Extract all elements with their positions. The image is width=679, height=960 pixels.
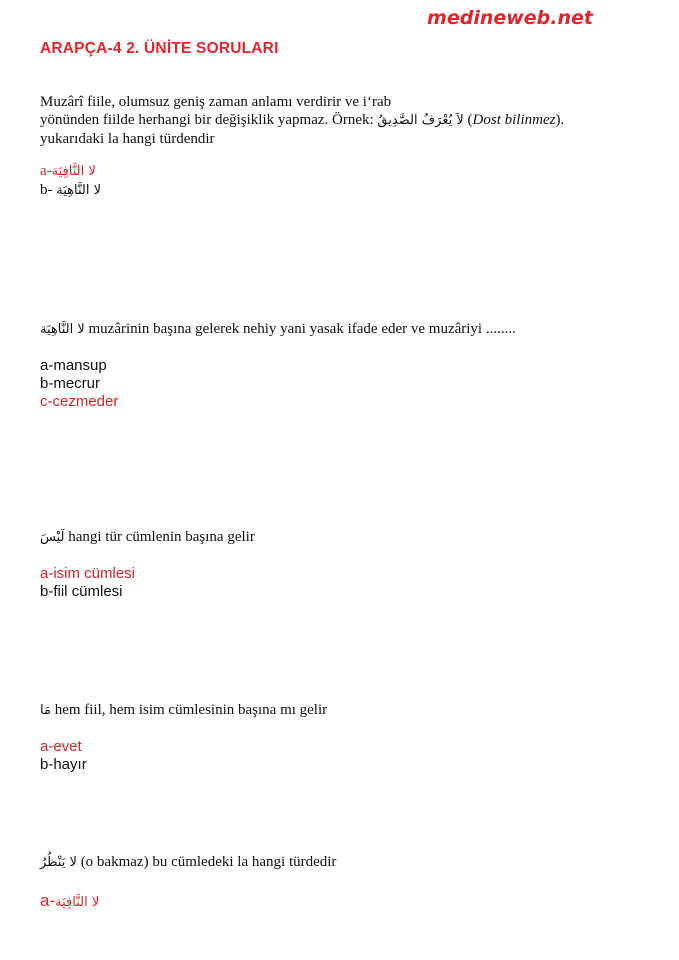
q1-option-a[interactable] xyxy=(40,162,650,181)
q3-text xyxy=(40,528,650,547)
q1-options xyxy=(40,162,650,200)
q3-options xyxy=(40,565,650,601)
q5-options xyxy=(40,892,650,912)
q1-option-a-arabic: لا النَّافِيَة xyxy=(51,164,96,179)
q2-option-a[interactable]: a-mansup xyxy=(40,357,107,374)
q2-text xyxy=(40,320,650,339)
q2-option-b[interactable]: b-mecrur xyxy=(40,375,101,392)
q2-options xyxy=(40,357,650,411)
q4-arabic: مَا xyxy=(40,703,51,718)
q5-text xyxy=(40,853,650,872)
question-2 xyxy=(40,320,650,411)
q4-options xyxy=(40,738,650,774)
q1-line1: Muzârî fiile, olumsuz geniş zaman anlamı verdirir ve i‘rab xyxy=(40,94,392,110)
q3-body: hangi tür cümlenin başına gelir xyxy=(64,529,255,545)
question-4 xyxy=(40,701,650,774)
site-watermark: medineweb.net xyxy=(427,7,593,29)
question-1 xyxy=(40,93,650,200)
q1-option-b[interactable] xyxy=(40,181,650,200)
q1-paren-close: ). xyxy=(555,112,565,128)
q5-arabic: لا يَنْظُرُ xyxy=(40,855,77,870)
q3-option-b[interactable]: b-fiil cümlesi xyxy=(40,583,123,600)
q4-body: hem fiil, hem isim cümlesinin başına mı gelir xyxy=(50,702,328,718)
q2-option-c[interactable]: c-cezmeder xyxy=(40,393,119,410)
question-3 xyxy=(40,528,650,601)
q1-line2-text: yönünden fiilde herhangi bir değişiklik yapmaz. Örnek: xyxy=(40,112,378,128)
q1-paren-open: ( xyxy=(463,112,473,128)
q5-option-a-prefix: a- xyxy=(40,891,56,910)
q1-option-a-prefix: a- xyxy=(40,163,52,179)
page-title: ARAPÇA-4 2. ÜNİTE SORULARI xyxy=(40,40,279,57)
q1-line3: yukarıdaki la hangi türdendir xyxy=(40,131,215,147)
q2-body: muzârinin başına gelerek nehiy yani yasak ifade eder ve muzâriyi ........ xyxy=(84,321,516,337)
q4-text xyxy=(40,701,650,720)
q5-option-a[interactable] xyxy=(40,892,650,912)
q1-example-translation: Dost bilinmez xyxy=(472,112,556,128)
q5-body: (o bakmaz) bu cümledeki la hangi türdedir xyxy=(76,854,337,870)
q4-option-a[interactable]: a-evet xyxy=(40,738,82,755)
q5-option-a-arabic: لا النَّافِيَة xyxy=(55,895,100,910)
q3-arabic: لَيْسَ xyxy=(40,530,65,545)
q1-option-b-arabic: لا النَّاهِيَة xyxy=(56,183,102,198)
q1-option-b-prefix: b- xyxy=(40,182,57,198)
question-5 xyxy=(40,853,650,912)
q3-option-a[interactable]: a-isim cümlesi xyxy=(40,565,136,582)
q1-line2 xyxy=(40,111,650,130)
q1-example-arabic: لاَ يُعْرَفُ الصَّدِيقُ xyxy=(377,113,464,128)
q4-option-b[interactable]: b-hayır xyxy=(40,756,87,773)
q2-arabic: لا النَّاهِيَة xyxy=(40,322,85,337)
